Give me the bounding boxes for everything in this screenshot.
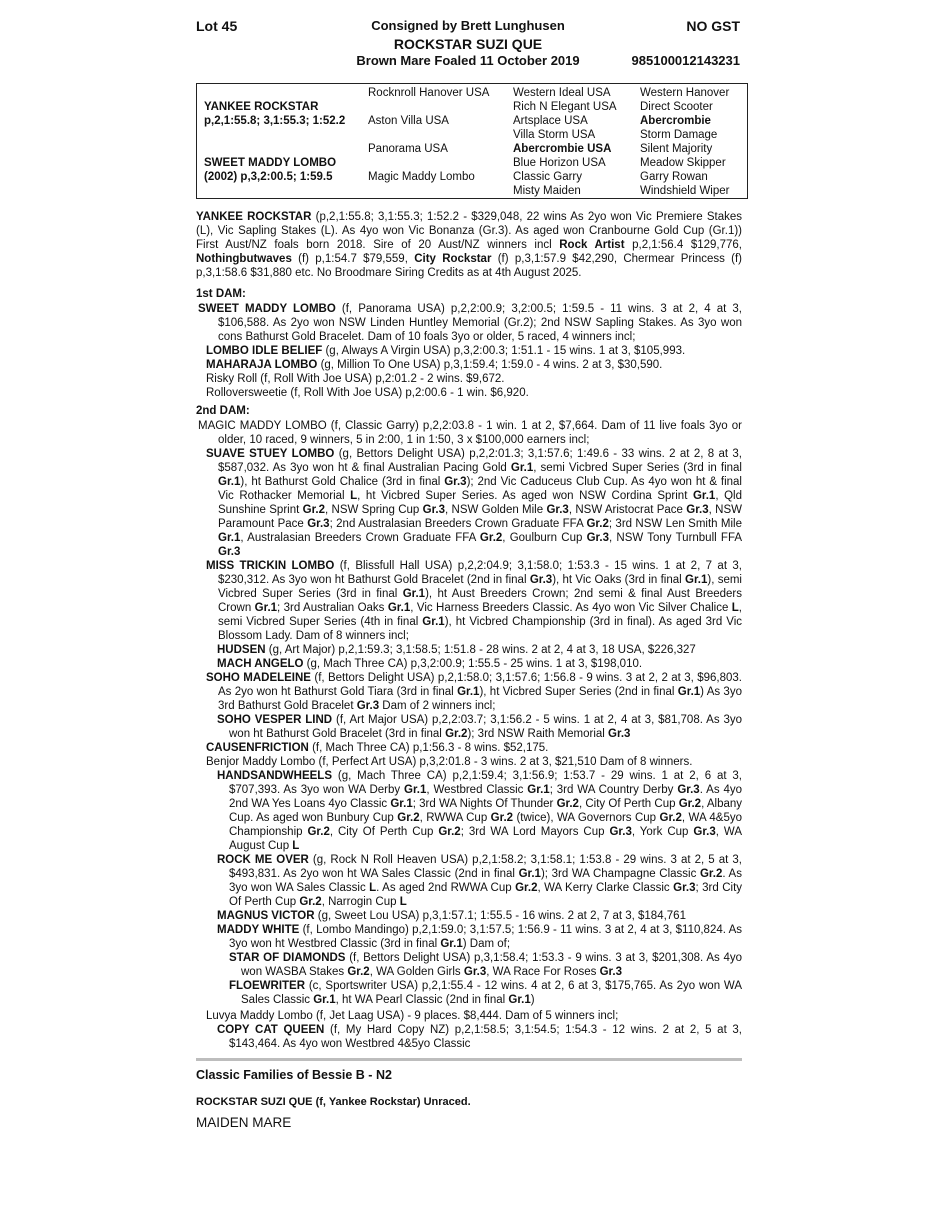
grade: Gr.2 <box>479 532 503 544</box>
foal-text: , semi Vicbred Super Series (4th in final <box>218 602 742 628</box>
foal-text: , York Cup <box>631 826 694 838</box>
dam-name: SWEET MADDY LOMBO <box>198 303 336 315</box>
grade: Gr.2 <box>307 826 330 838</box>
foal-text: , WA 4&5yo Championship <box>229 812 743 838</box>
foal-name: LOMBO IDLE BELIEF <box>206 345 323 357</box>
foal-text: (g, Million To One USA) p,3,1:59.4; 1:59.0 - 4 wins. 2 at 3, $30,590. <box>317 359 663 371</box>
grade: Gr.1 <box>387 602 411 614</box>
foal-text: (f, Bettors Delight USA) p,3,1:58.4; 1:53.3 - 9 wins. 3 at 3, $201,308. As 4yo won WASBA Stakes <box>241 952 743 978</box>
grade: Gr.3 <box>677 784 700 796</box>
foal-text: ; 3rd Australian Oaks <box>277 602 388 614</box>
pedigree-gen4: Direct Scooter <box>640 101 713 113</box>
microchip-number: 985100012143231 <box>631 53 740 68</box>
foal-entry <box>217 713 742 741</box>
foal-entry <box>217 769 742 853</box>
foal-text: ; 3rd NSW Len Smith Mile <box>608 518 742 530</box>
grade: Gr.2 <box>586 518 609 530</box>
grade: Gr.2 <box>347 966 370 978</box>
pedigree-gen3: Western Ideal USA <box>513 87 611 99</box>
grade: Gr.1 <box>692 490 716 502</box>
foal-name: STAR OF DIAMONDS <box>229 952 346 964</box>
foal-text: (g, Rock N Roll Heaven USA) p,2,1:58.2; 3,1:58.1; 1:53.8 - 29 wins. 3 at 2, 5 at 3, $493,831. As 2yo won ht WA Sales Classic (2nd in final <box>229 854 742 880</box>
horse-name: ROCKSTAR SUZI QUE <box>393 36 543 52</box>
grade: Gr.2 <box>397 812 420 824</box>
pedigree-gen4: Storm Damage <box>640 129 718 141</box>
pedigree-gen3: Artsplace USA <box>513 115 588 127</box>
pedigree-gen3: Rich N Elegant USA <box>513 101 617 113</box>
grade: L <box>292 840 300 852</box>
grade: Gr.3 <box>422 504 446 516</box>
foal-text: , NSW Tony Turnbull FFA <box>608 532 743 544</box>
foal-text: ) As 3yo 3rd Bathurst Gold Bracelet <box>218 686 742 712</box>
status-line: MAIDEN MARE <box>196 1115 292 1130</box>
foal-text: , Westbred Classic <box>426 784 528 796</box>
foal-text: , Albany Cup. As aged won Bunbury Cup <box>229 798 743 824</box>
foal-text: , WA August Cup <box>229 826 743 852</box>
foal-text: , NSW Aristocrat Pace <box>568 504 687 516</box>
foal-text: (f, Bettors Delight USA) p,2,1:58.0; 3,1:57.6; 1:56.8 - 9 wins. 3 at 2, 2 at 3, $96,803. As 2yo won ht Bathurst Gold Tiara (3rd in final <box>218 672 742 698</box>
foal-text: (g, Always A Virgin USA) p,3,2:00.3; 1:51.1 - 15 wins. 1 at 3, $105,993. <box>322 345 686 357</box>
foal-text: , Vic Harness Breeders Classic. As 4yo won Vic Silver Chalice <box>410 602 732 614</box>
grade: L <box>399 896 407 908</box>
foal-text: (g, Art Major) p,2,1:59.3; 3,1:58.5; 1:51.8 - 28 wins. 2 at 2, 4 at 3, 18 USA, $226,327 <box>265 644 696 656</box>
foal-text: , WA Race For Roses <box>486 966 600 978</box>
foal-text: . As 3yo won WA Sales Classic <box>229 868 742 894</box>
lot-number: Lot 45 <box>196 18 238 34</box>
sire-text: (f) p,1:54.7 $79,559, <box>291 253 415 265</box>
pedigree-gen4: Silent Majority <box>640 143 713 155</box>
foal-text: , ht WA Pearl Classic (2nd in final <box>335 994 509 1006</box>
foal-entry <box>206 344 742 358</box>
dam-text: (f, Panorama USA) p,2,2:00.9; 3,2:00.5; 1:59.5 - 11 wins. 3 at 2, 4 at 3, $106,588. As 2yo won NSW Linden Huntley Memorial (Gr.2); 2nd NSW Sapling Stakes. As 3yo won cons Bathurst Gold Bracelet. Dam of 10 foals 3yo or older, 5 raced, 4 winners incl; <box>218 303 742 343</box>
pedigree-gen4: Western Hanover <box>640 87 730 99</box>
foal-entry <box>217 909 742 923</box>
pedigree-gen2: Rocknroll Hanover USA <box>368 87 490 99</box>
foal-text: (g, Sweet Lou USA) p,3,1:57.1; 1:55.5 - 16 wins. 2 at 2, 7 at 3, $184,761 <box>314 910 686 922</box>
grade: Gr.1 <box>677 686 701 698</box>
foal-name: ROCK ME OVER <box>217 854 309 866</box>
foal-text: , City Of Perth Cup <box>578 798 679 810</box>
grade: Gr.1 <box>440 938 463 950</box>
foal-name: HUDSEN <box>217 644 266 656</box>
foal-text: , NSW Paramount Pace <box>218 504 742 530</box>
foal-entry: Benjor Maddy Lombo (f, Perfect Art USA) p,3,2:01.8 - 3 wins. 2 at 3, $21,510 Dam of 8 winners. <box>206 756 693 768</box>
foal-text: (f, Art Major USA) p,2,2:03.7; 3,1:56.2 - 5 wins. 1 at 2, 4 at 3, $81,708. As 3yo won ht Bathurst Gold Bracelet (3rd in final <box>229 714 742 740</box>
pedigree-gen3: Abercrombie USA <box>513 143 612 155</box>
grade: Gr.1 <box>218 532 241 544</box>
grade: Gr.2 <box>659 812 682 824</box>
grade: Gr.3 <box>686 504 709 516</box>
grade: Gr.1 <box>510 462 534 474</box>
grade: Gr.1 <box>508 994 531 1006</box>
foal-entry <box>206 447 742 559</box>
foal-entry: Luvya Maddy Lombo (f, Jet Laag USA) - 9 places. $8,444. Dam of 5 winners incl; <box>206 1010 619 1022</box>
grade: Gr.3 <box>608 728 631 740</box>
race-record-line: ROCKSTAR SUZI QUE (f, Yankee Rockstar) Unraced. <box>196 1096 471 1108</box>
foal-entry <box>217 1023 742 1051</box>
grade: Gr.3 <box>356 700 380 712</box>
foal-text: . As aged 2nd RWWA Cup <box>376 882 516 894</box>
foal-text: ; 2nd Australasian Breeders Crown Graduate FFA <box>329 518 587 530</box>
foal-entry <box>217 643 742 657</box>
foal-text: , Goulburn Cup <box>502 532 587 544</box>
consignor: Consigned by Brett Lunghusen <box>371 18 565 33</box>
foal-text: (c, Sportswriter USA) p,2,1:55.4 - 12 wins. 4 at 2, 6 at 3, $175,765. As 2yo won WA Sales Classic <box>241 980 742 1006</box>
foal-text: (f, Blissfull Hall USA) p,2,2:04.9; 3,1:58.0; 1:53.3 - 15 wins. 1 at 2, 7 at 3, $230,312. As 3yo won ht Bathurst Gold Bracelet (2nd in final <box>218 560 742 586</box>
grade: Gr.1 <box>390 798 413 810</box>
foal-text: , Australasian Breeders Crown Graduate FFA <box>240 532 480 544</box>
foal-name: MACH ANGELO <box>217 658 304 670</box>
grade: Gr.2 <box>678 798 702 810</box>
foal-text: ); 3rd WA Champagne Classic <box>540 868 700 880</box>
foal-text: ), ht Vicbred Championship (3rd in final). As aged 3rd Vic Blossom Lady. Dam of 8 winners incl; <box>218 616 742 642</box>
foal-text: (g, Bettors Delight USA) p,2,2:01.3; 3,1:57.6; 1:49.6 - 33 wins. 2 at 2, 8 at 3, $587,032. As 3yo won ht & final Australian Pacing Gold <box>218 448 743 474</box>
foal-text: ), ht Vic Oaks (3rd in final <box>552 574 685 586</box>
foal-entry <box>217 657 742 671</box>
grade: Gr.1 <box>402 588 426 600</box>
foal-text: ), ht Vicbred Super Series (2nd in final <box>479 686 678 698</box>
grade: Gr.3 <box>529 574 553 586</box>
progeny-name: Rock Artist <box>559 239 625 251</box>
progeny-name: City Rockstar <box>414 253 492 265</box>
foal-text: (f, Lombo Mandingo) p,2,1:59.0; 3,1:57.5; 1:56.9 - 11 wins. 3 at 2, 4 at 3, $110,824. As 3yo won ht Westbred Classic (3rd in final <box>229 924 743 950</box>
grade: Gr.3 <box>218 546 241 558</box>
pedigree-gen2: Panorama USA <box>368 143 448 155</box>
foal-name: MADDY WHITE <box>217 924 300 936</box>
foal-text: (twice), WA Governors Cup <box>513 812 660 824</box>
foal-entry <box>206 671 742 713</box>
foal-entry <box>217 923 742 951</box>
grade: Gr.1 <box>527 784 550 796</box>
pedigree-dam-record: (2002) p,3,2:00.5; 1:59.5 <box>204 171 333 183</box>
first-dam-entry <box>198 302 742 344</box>
foal-name: SUAVE STUEY LOMBO <box>206 448 335 460</box>
pedigree-gen4: Meadow Skipper <box>640 157 726 169</box>
grade: Gr.2 <box>302 504 326 516</box>
foal-text: ; 3rd WA Country Derby <box>549 784 678 796</box>
grade: Gr.3 <box>693 826 716 838</box>
grade: Gr.2 <box>699 868 723 880</box>
foal-text: (g, Mach Three CA) p,2,1:59.4; 3,1:56.9; 1:53.7 - 29 wins. 1 at 2, 6 at 3, $707,393. As 3yo won WA Derby <box>229 770 742 796</box>
grade: Gr.3 <box>673 882 696 894</box>
foal-text: . As 4yo 2nd WA Yes Loans 4yo Classic <box>229 784 742 810</box>
foal-entry <box>217 853 742 909</box>
grade: Gr.3 <box>307 518 330 530</box>
grade: L <box>369 882 377 894</box>
sire-name: YANKEE ROCKSTAR <box>196 211 312 223</box>
foal-entry <box>206 741 742 755</box>
foal-text: Dam of 2 winners incl; <box>379 700 496 712</box>
foal-entry <box>206 559 742 643</box>
foal-text: , WA Kerry Clarke Classic <box>537 882 674 894</box>
foal-text: ; 3rd City Of Perth Cup <box>229 882 743 908</box>
foal-text: , NSW Spring Cup <box>325 504 423 516</box>
foal-text: ; 3rd WA Lord Mayors Cup <box>460 826 610 838</box>
pedigree-gen3: Misty Maiden <box>513 185 581 197</box>
divider <box>196 1058 742 1061</box>
grade: Gr.1 <box>518 868 541 880</box>
pedigree-gen4: Garry Rowan <box>640 171 708 183</box>
grade: Gr.3 <box>444 476 467 488</box>
sire-text: (f) p,3,1:57.9 $42,290, Chermear Princess (f) p,3,1:58.6 $31,880 etc. No Broodmare Siring Credits as at 4th August 2025. <box>196 253 742 279</box>
foal-entry <box>229 951 742 979</box>
foal-text: ); 3rd NSW Raith Memorial <box>467 728 609 740</box>
foal-text: (f, My Hard Copy NZ) p,2,1:58.5; 3,1:54.5; 1:54.3 - 12 wins. 2 at 2, 5 at 3, $143,464. As 4yo won Westbred 4&5yo Classic <box>229 1024 743 1050</box>
foal-text: , Narrogin Cup <box>321 896 400 908</box>
foal-entry: Risky Roll (f, Roll With Joe USA) p,2:01.2 - 2 wins. $9,672. <box>206 373 505 385</box>
foal-text: , semi Vicbred Super Series (3rd in final <box>533 462 742 474</box>
grade: L <box>731 602 739 614</box>
foal-entry: Rolloversweetie (f, Roll With Joe USA) p,2:00.6 - 1 win. $6,920. <box>206 387 529 399</box>
grade: Gr.2 <box>490 812 514 824</box>
grade: Gr.2 <box>438 826 461 838</box>
sire-summary <box>196 210 742 280</box>
sire-text: p,2,1:56.4 $129,776, <box>624 239 742 251</box>
pedigree-sire-name: YANKEE ROCKSTAR <box>204 101 319 113</box>
foal-text: ), semi Vicbred Super Series (3rd in final <box>218 574 742 600</box>
pedigree-gen3: Blue Horizon USA <box>513 157 606 169</box>
pedigree-table <box>196 83 748 199</box>
progeny-name: Nothingbutwaves <box>196 253 292 265</box>
grade: L <box>350 490 358 502</box>
grade: Gr.1 <box>457 686 480 698</box>
foal-name: SOHO VESPER LIND <box>217 714 333 726</box>
foal-text: , ht Vicbred Super Series. As aged won NSW Cordina Sprint <box>357 490 693 502</box>
foal-name: MAHARAJA LOMBO <box>206 359 318 371</box>
grade: Gr.2 <box>299 896 322 908</box>
second-dam-entry: MAGIC MADDY LOMBO (f, Classic Garry) p,2,2:03.8 - 1 win. 1 at 2, $7,664. Dam of 11 live foals 3yo or older, 10 raced, 9 winners, 5 in 2:00, 1 in 1:50, 3 x $100,000 earners incl; <box>198 420 742 446</box>
grade: Gr.2 <box>445 728 468 740</box>
pedigree-sire-record: p,2,1:55.8; 3,1:55.3; 1:52.2 <box>204 115 346 127</box>
foal-text: ), ht Aust Breeders Crown; 2nd semi & final Aust Breeders Crown <box>218 588 742 614</box>
foal-text: , City Of Perth Cup <box>329 826 439 838</box>
grade: Gr.1 <box>685 574 708 586</box>
second-dam-heading: 2nd DAM: <box>196 405 250 417</box>
grade: Gr.3 <box>599 966 622 978</box>
grade: Gr.3 <box>546 504 569 516</box>
grade: Gr.3 <box>609 826 632 838</box>
foal-text: ; 3rd WA Nights Of Thunder <box>412 798 557 810</box>
foal-name: SOHO MADELEINE <box>206 672 311 684</box>
foal-name: HANDSANDWHEELS <box>217 770 332 782</box>
foal-text: , NSW Golden Mile <box>445 504 547 516</box>
foal-name: MISS TRICKIN LOMBO <box>206 560 335 572</box>
grade: Gr.1 <box>254 602 278 614</box>
pedigree-gen3: Villa Storm USA <box>513 129 596 141</box>
grade: Gr.3 <box>463 966 487 978</box>
foal-entry <box>206 358 742 372</box>
foaled-line: Brown Mare Foaled 11 October 2019 <box>356 53 580 68</box>
foal-text: , RWWA Cup <box>419 812 491 824</box>
pedigree-gen3: Classic Garry <box>513 171 583 183</box>
pedigree-gen2: Magic Maddy Lombo <box>368 171 475 183</box>
foal-text: ); 2nd Vic Caduceus Club Cup. As 4yo won ht & final Vic Rothacker Memorial <box>218 476 742 502</box>
grade: Gr.1 <box>218 476 241 488</box>
grade: Gr.3 <box>586 532 609 544</box>
header-details-row <box>196 53 740 69</box>
family-line: Classic Families of Bessie B - N2 <box>196 1068 392 1082</box>
foal-text: (g, Mach Three CA) p,3,2:00.9; 1:55.5 - 25 wins. 1 at 3, $198,010. <box>303 658 643 670</box>
pedigree-dam-name: SWEET MADDY LOMBO <box>204 157 337 169</box>
foal-text: ) Dam of; <box>462 938 511 950</box>
foal-text: ), ht Bathurst Gold Chalice (3rd in final <box>240 476 445 488</box>
foal-name: CAUSENFRICTION <box>206 742 309 754</box>
pedigree-gen4: Windshield Wiper <box>640 185 730 197</box>
foal-name: FLOEWRITER <box>229 980 306 992</box>
grade: Gr.2 <box>515 882 538 894</box>
pedigree-gen4: Abercrombie <box>640 115 711 127</box>
sire-text: (p,2,1:55.8; 3,1:55.3; 1:52.2 - $329,048, 22 wins As 2yo won Vic Premiere Stakes (L), Vic Sapling Stakes (L). As 4yo won Vic Bonanza (Gr.3). As aged won Cranbourne Gold Cup (Gr.1)) First Aust/NZ foals born 2018. Sire of 20 Aust/NZ winners incl <box>196 211 742 251</box>
foal-text: ) <box>530 994 535 1006</box>
grade: Gr.2 <box>556 798 579 810</box>
foal-text: (f, Mach Three CA) p,1:56.3 - 8 wins. $52,175. <box>308 742 549 754</box>
gst-status: NO GST <box>686 18 740 34</box>
foal-entry <box>229 979 742 1007</box>
foal-text: , Qld Sunshine Sprint <box>218 490 742 516</box>
foal-name: MAGNUS VICTOR <box>217 910 315 922</box>
grade: Gr.1 <box>422 616 445 628</box>
pedigree-gen2: Aston Villa USA <box>368 115 449 127</box>
first-dam-heading: 1st DAM: <box>196 288 246 300</box>
foal-text: , WA Golden Girls <box>369 966 464 978</box>
header-row <box>196 18 740 36</box>
foal-name: COPY CAT QUEEN <box>217 1024 325 1036</box>
grade: Gr.1 <box>404 784 427 796</box>
grade: Gr.1 <box>313 994 336 1006</box>
